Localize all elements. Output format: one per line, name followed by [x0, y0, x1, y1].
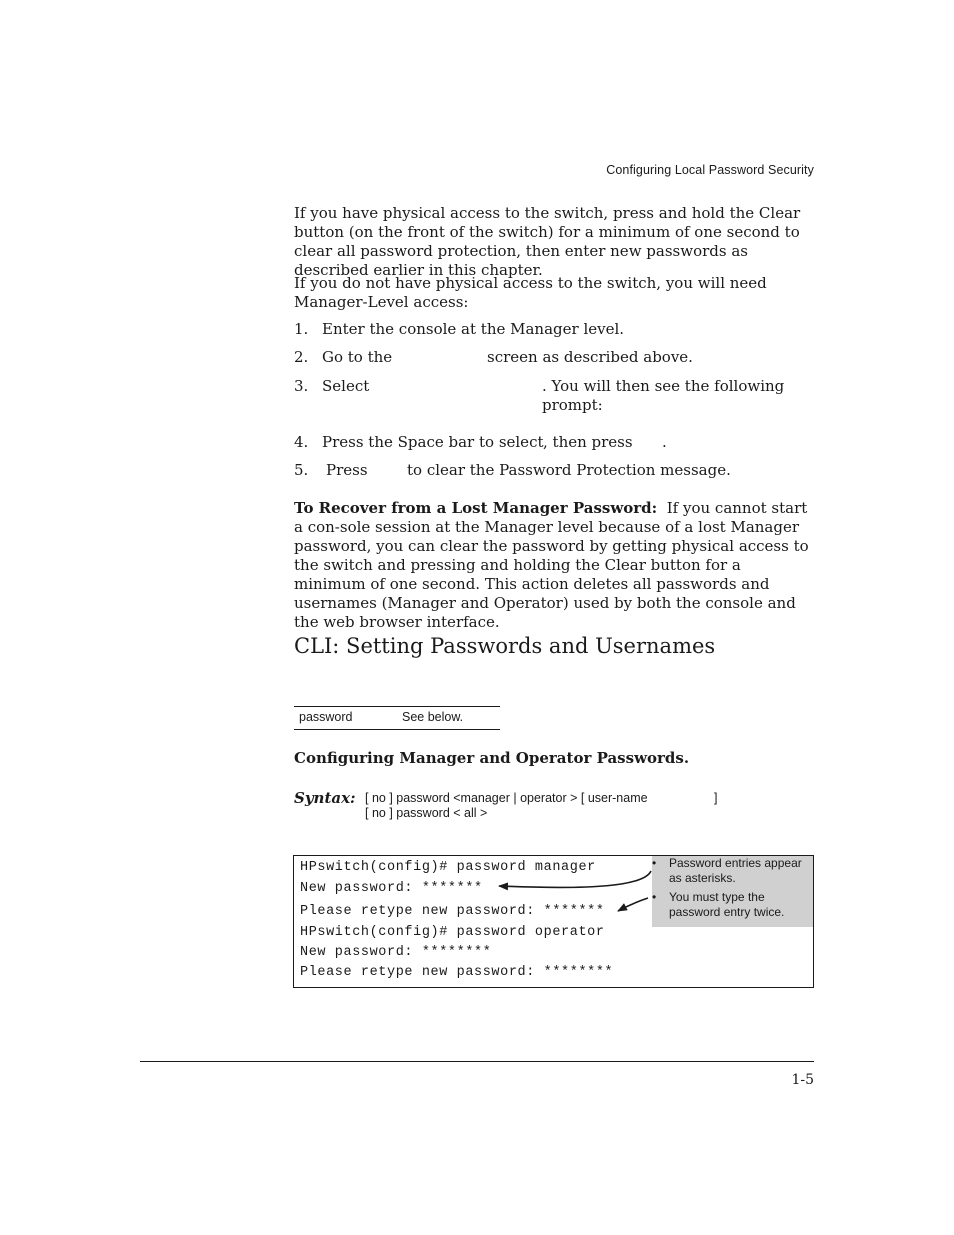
- step-number: 1.: [294, 320, 309, 338]
- arrow-to-retype-password: [618, 898, 648, 911]
- command-summary-table: [294, 706, 500, 730]
- cli-line: HPswitch(config)# password manager: [300, 860, 596, 875]
- step-4: [294, 433, 814, 452]
- syntax-line-2: [ no ] password < all >: [365, 806, 488, 820]
- step-number: 5.: [294, 461, 309, 479]
- syntax-line-1: [ no ] password <manager | operator > [ user-name: [365, 791, 648, 805]
- step-text: Go to the: [322, 348, 393, 366]
- step-text: Enter the console at the Manager level.: [322, 320, 625, 338]
- table-reference-cell: See below.: [402, 710, 464, 724]
- step-2: [294, 348, 814, 367]
- intro-paragraph-2: If you do not have physical access to the switch, you will need Manager-Level access:: [294, 274, 767, 311]
- subsection-heading: Configuring Manager and Operator Passwords.: [294, 749, 690, 767]
- section-heading: CLI: Setting Passwords and Usernames: [294, 634, 716, 658]
- cli-line: New password: ********: [300, 945, 492, 960]
- cli-line: Please retype new password: *******: [300, 904, 605, 919]
- table-command-cell: password: [299, 710, 353, 724]
- syntax-label: Syntax:: [294, 789, 356, 807]
- step-text-cont: screen as described above.: [487, 348, 693, 366]
- step-3: [294, 377, 814, 414]
- page-number: 1-5: [791, 1072, 814, 1088]
- step-1: [294, 320, 814, 339]
- cli-line: New password: *******: [300, 881, 483, 896]
- step-text: Press: [326, 461, 368, 479]
- bullet-icon: •: [652, 856, 657, 870]
- recover-paragraph: [294, 499, 814, 632]
- cli-line: Please retype new password: ********: [300, 965, 614, 980]
- step-text-cont: to clear the Password Protection message.: [407, 461, 731, 479]
- syntax-line-1-close: ]: [714, 791, 718, 805]
- callout-text: Password entries appear as asterisks.: [669, 856, 802, 885]
- step-text-cont: . You will then see the following prompt:: [542, 377, 785, 414]
- callout-arrows: [294, 856, 813, 987]
- step-number: 2.: [294, 348, 309, 366]
- step-text-cont: , then press: [543, 433, 633, 451]
- recover-lead: To Recover from a Lost Manager Password:: [294, 499, 658, 517]
- bullet-icon: •: [652, 890, 657, 904]
- step-text-end: .: [662, 433, 667, 451]
- step-text: Select: [322, 377, 370, 395]
- arrow-to-first-password: [499, 871, 651, 887]
- step-5: [294, 461, 814, 480]
- recover-text: If you cannot start a con-sole session at the Manager level because of a lost Manager password, you can clear the password by getting physical access to the switch and pressing and holding the Clear button for a minimum of one second. This action deletes all passwords and usernames (Manager and Operator) used by both the console and the web browser interface.: [294, 499, 809, 631]
- step-number: 4.: [294, 433, 309, 451]
- intro-paragraph-1: If you have physical access to the switch, press and hold the Clear button (on the front of the switch) for a minimum of one second to clear all password protection, then enter new passwords as described earlier in this chapter.: [294, 204, 801, 279]
- running-header: Configuring Local Password Security: [606, 163, 814, 177]
- cli-line: HPswitch(config)# password operator: [300, 925, 605, 940]
- cli-example-box: [293, 855, 814, 988]
- callout-text: You must type the password entry twice.: [669, 890, 785, 919]
- footer-rule: [140, 1061, 814, 1062]
- step-text: Press the Space bar to select: [322, 433, 544, 451]
- step-number: 3.: [294, 377, 309, 395]
